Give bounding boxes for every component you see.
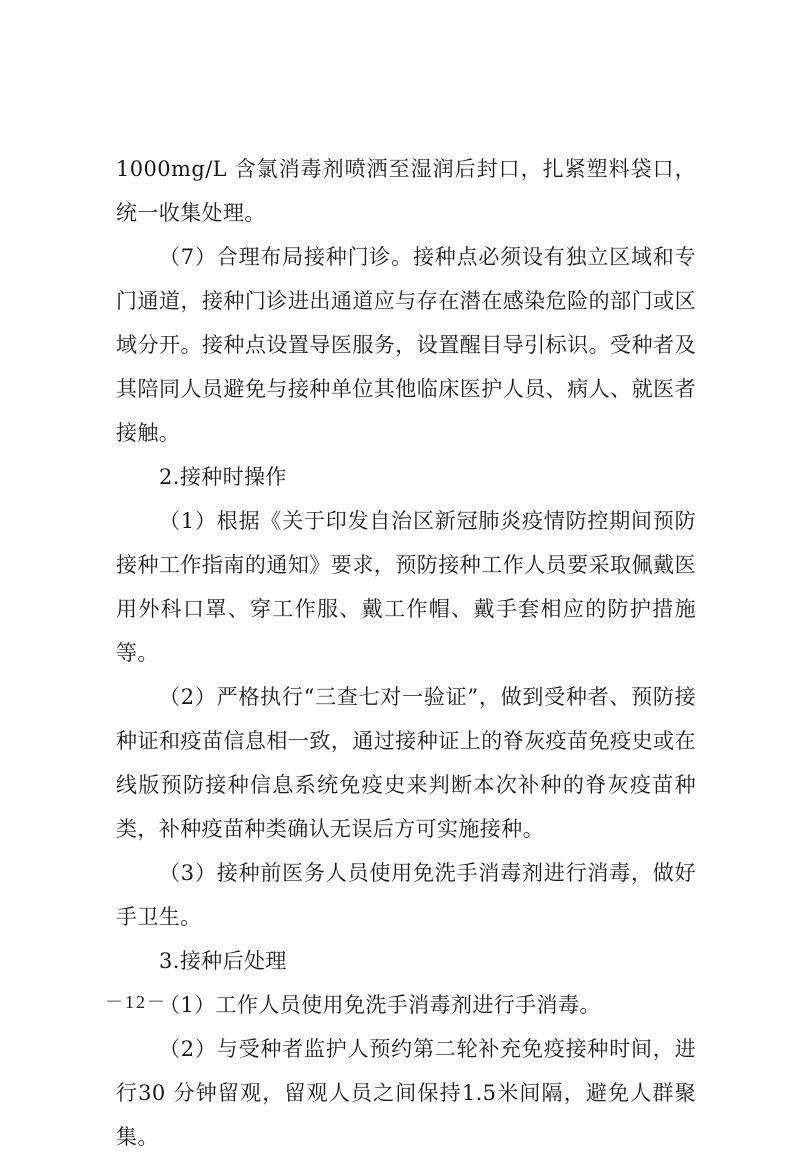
- document-body: [116, 147, 696, 1159]
- paragraph-staff-disinfection: （1）工作人员使用免洗手消毒剂进行手消毒。: [159, 993, 601, 1017]
- paragraph-hand-hygiene: （3）接种前医务人员使用免洗手消毒剂进行消毒，做好手卫生。: [116, 861, 696, 929]
- paragraph-verification: （2）严格执行“三查七对一验证”，做到受种者、预防接种证和疫苗信息相一致，通过接种证上的脊灰疫苗免疫史或在线版预防接种信息系统免疫史来判断本次补种的脊灰疫苗种类，补种疫苗种类确认无误后方可实施接种。: [116, 685, 696, 841]
- page-number: －12－: [105, 992, 167, 1012]
- section-heading-after-vaccination: 3.接种后处理: [159, 949, 287, 973]
- section-heading-during-vaccination: 2.接种时操作: [159, 465, 287, 489]
- paragraph-observation: （2）与受种者监护人预约第二轮补充免疫接种时间，进行30 分钟留观，留观人员之间保持1.5米间隔，避免人群聚集。: [116, 1037, 696, 1149]
- paragraph-protective-measures: （1）根据《关于印发自治区新冠肺炎疫情防控期间预防接种工作指南的通知》要求，预防接种工作人员要采取佩戴医用外科口罩、穿工作服、戴工作帽、戴手套相应的防护措施等。: [116, 509, 696, 665]
- paragraph-disinfection-continuation: 1000mg/L 含氯消毒剂喷洒至湿润后封口，扎紧塑料袋口，统一收集处理。: [116, 157, 696, 225]
- paragraph-clinic-layout: （7）合理布局接种门诊。接种点必须设有独立区域和专门通道，接种门诊进出通道应与存在潜在感染危险的部门或区域分开。接种点设置导医服务，设置醒目导引标识。受种者及其陪同人员避免与接种单位其他临床医护人员、病人、就医者接触。: [116, 245, 696, 445]
